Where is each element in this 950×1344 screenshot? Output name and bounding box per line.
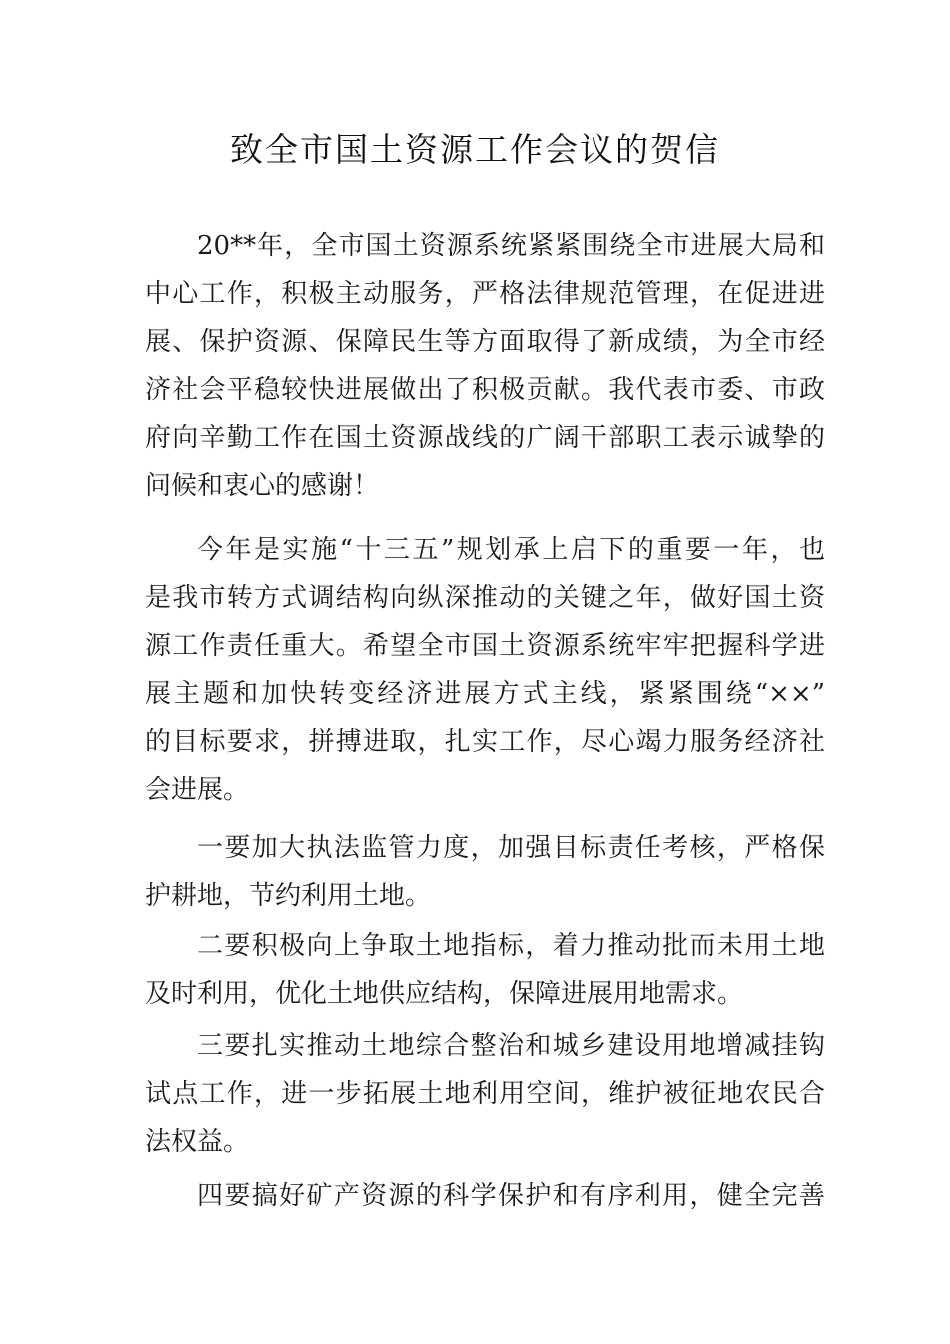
paragraph-5-line-3: 法权益。 [145,1127,250,1157]
document-title: 致全市国土资源工作会议的贺信 [230,130,720,169]
paragraph-2-line-1: 今年是实施“十三五”规划承上启下的重要一年，也 [197,535,825,565]
paragraph-5-line-1: 三要扎实推动土地综合整治和城乡建设用地增减挂钩 [197,1031,825,1061]
paragraph-5-line-2: 试点工作，进一步拓展土地利用空间，维护被征地农民合 [145,1079,825,1109]
paragraph-2-line-2: 是我市转方式调结构向纵深推动的关键之年，做好国土资 [145,583,825,613]
paragraph-3-line-1: 一要加大执法监管力度，加强目标责任考核，严格保 [197,833,825,863]
paragraph-3-line-2: 护耕地，节约利用土地。 [145,881,432,911]
paragraph-1-line-2: 中心工作，积极主动服务，严格法律规范管理，在促进进 [145,279,825,309]
paragraph-2-line-6: 会进展。 [145,775,250,805]
paragraph-6-line-1: 四要搞好矿产资源的科学保护和有序利用，健全完善 [197,1181,825,1211]
paragraph-2-line-5: 的目标要求，拼搏进取，扎实工作，尽心竭力服务经济社 [145,727,825,757]
paragraph-4-line-1: 二要积极向上争取土地指标，着力推动批而未用土地 [197,931,825,961]
paragraph-1-line-5: 府向辛勤工作在国土资源战线的广阔干部职工表示诚挚的 [145,423,825,453]
paragraph-2-line-4: 展主题和加快转变经济进展方式主线，紧紧围绕“××” [145,679,825,709]
paragraph-4-line-2: 及时利用，优化土地供应结构，保障进展用地需求。 [145,979,744,1009]
paragraph-1-line-1: 20**年，全市国土资源系统紧紧围绕全市进展大局和 [197,231,825,261]
paragraph-2-line-3: 源工作责任重大。希望全市国土资源系统牢牢把握科学进 [145,631,825,661]
paragraph-1-line-6: 问候和衷心的感谢！ [145,471,380,501]
paragraph-1-line-4: 济社会平稳较快进展做出了积极贡献。我代表市委、市政 [145,375,825,405]
paragraph-1-line-3: 展、保护资源、保障民生等方面取得了新成绩，为全市经 [145,327,825,357]
